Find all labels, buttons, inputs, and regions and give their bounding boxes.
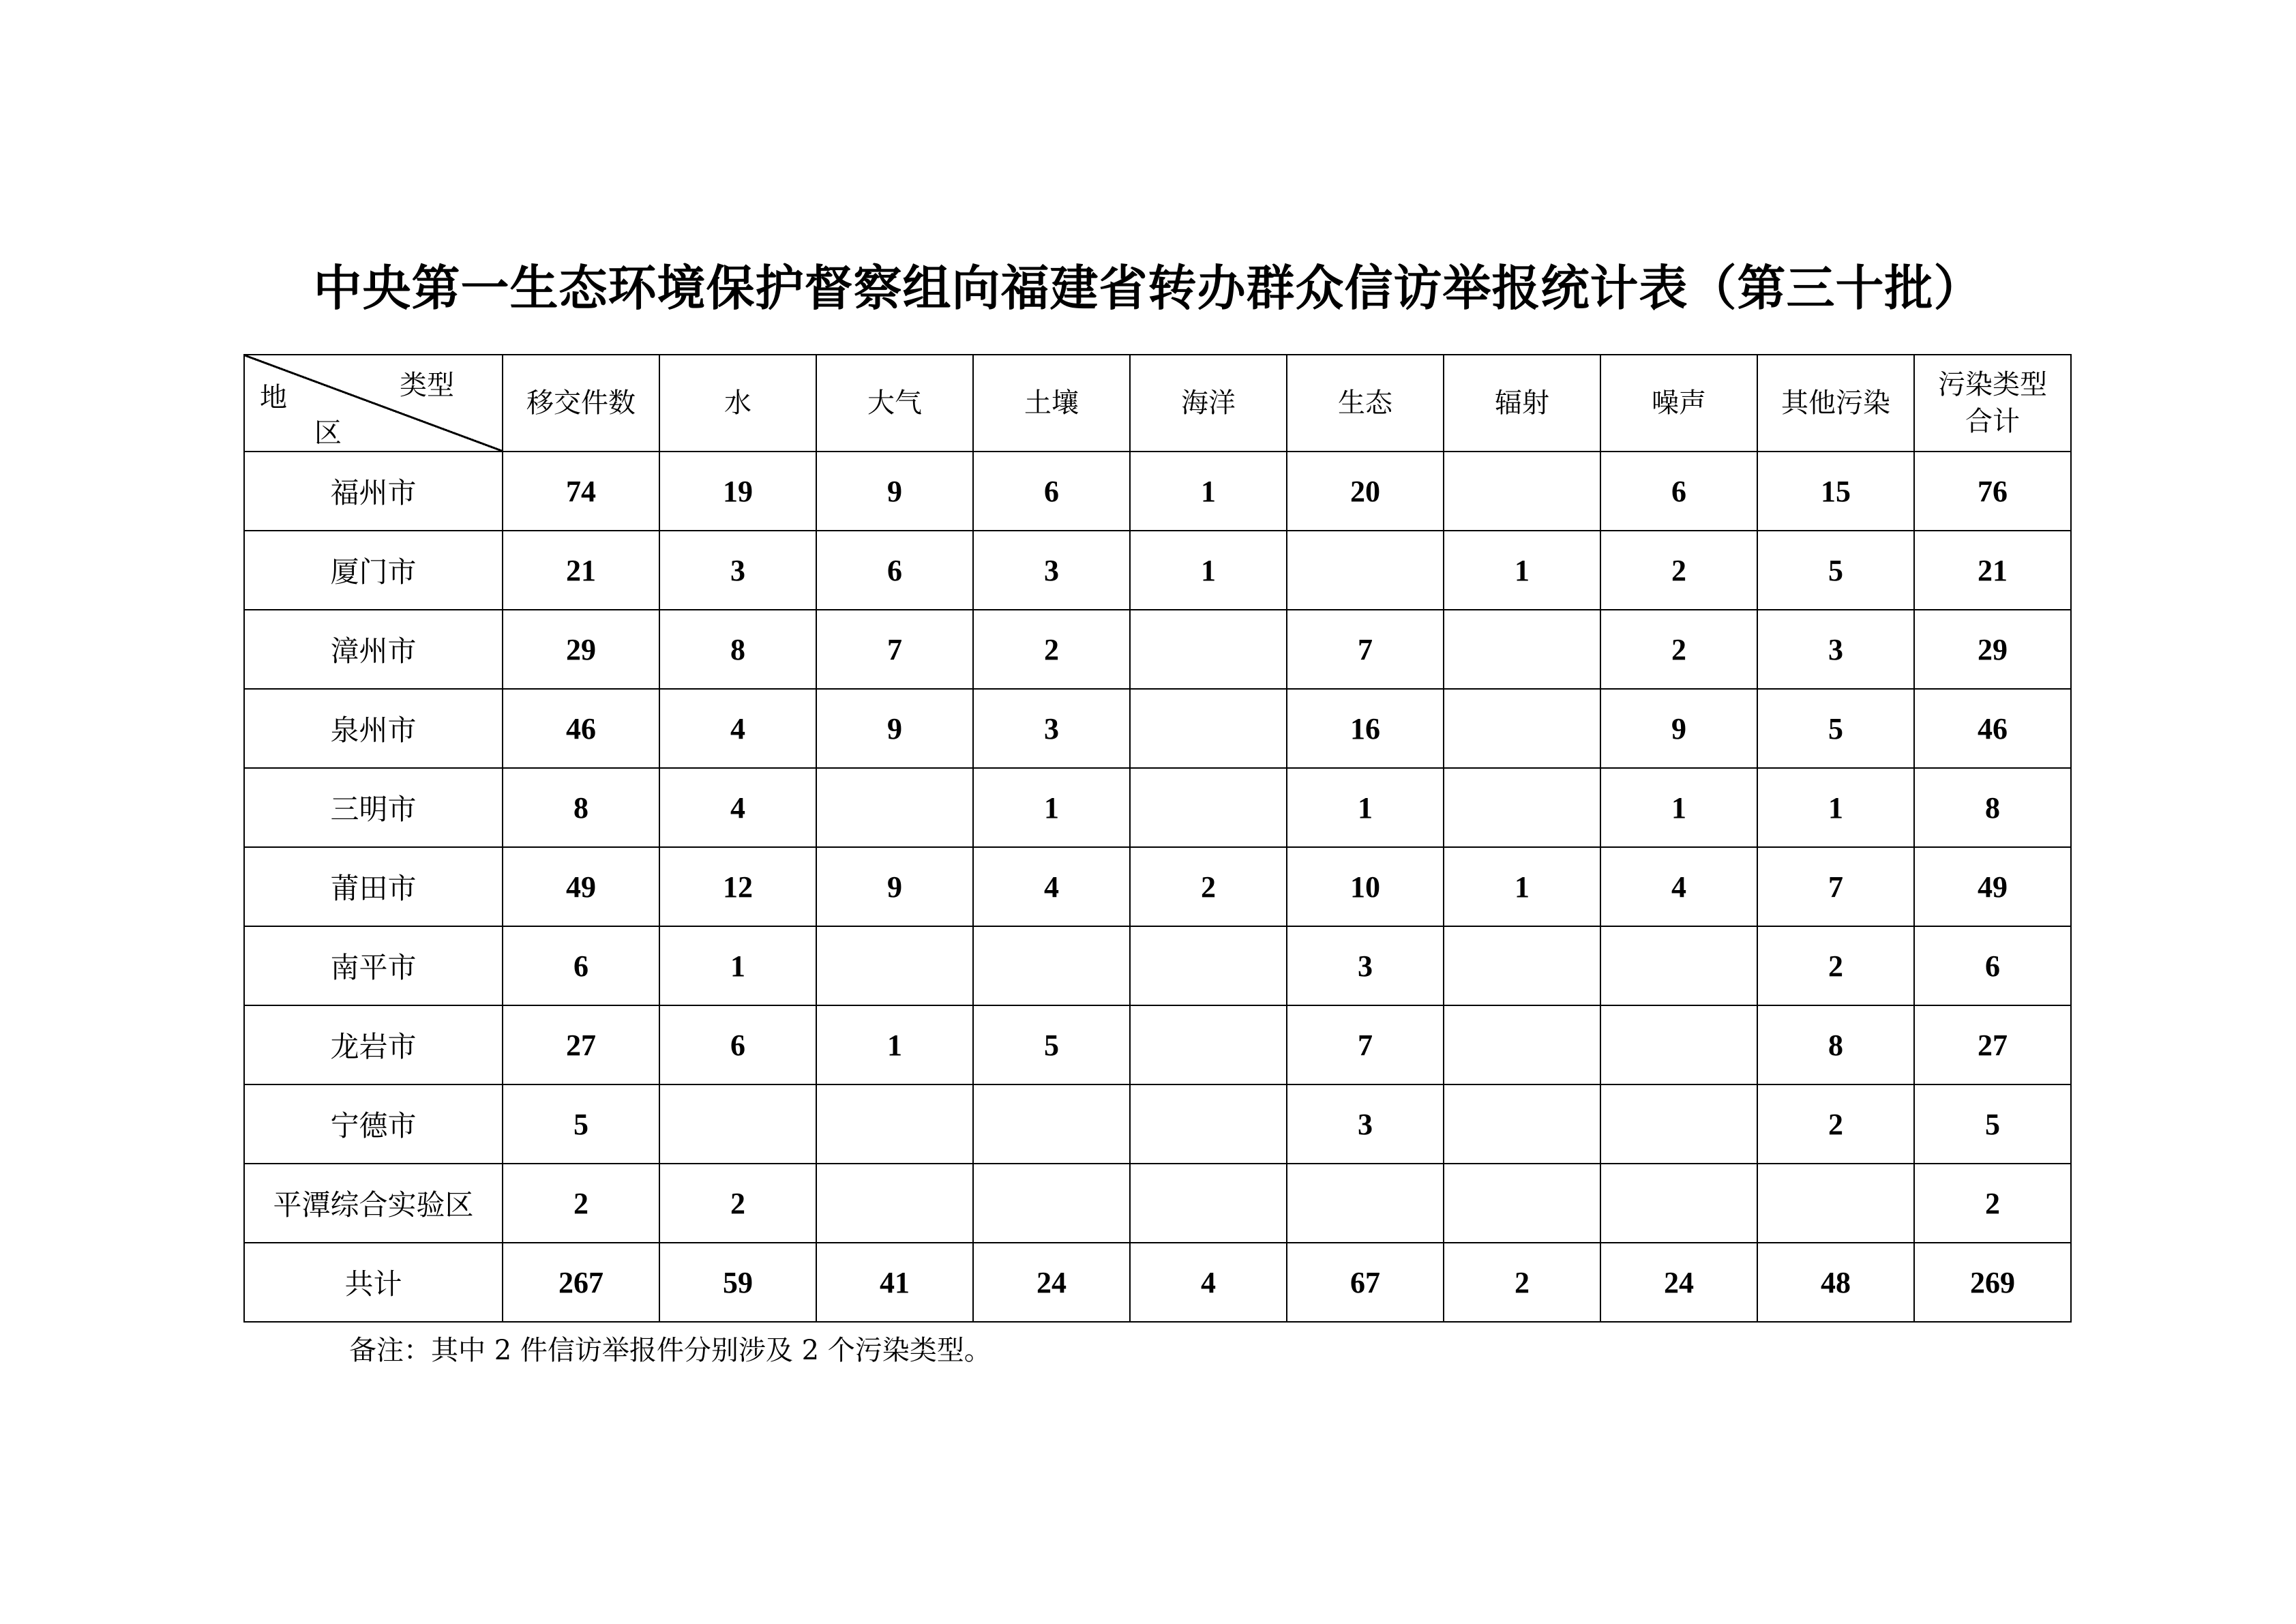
count-cell: 7 xyxy=(816,610,973,689)
count-cell: 6 xyxy=(503,926,659,1005)
count-cell: 9 xyxy=(816,452,973,531)
count-cell: 4 xyxy=(1130,1243,1287,1322)
column-header-label: 水 xyxy=(724,387,751,419)
region-cell: 泉州市 xyxy=(244,689,503,768)
column-header-label: 辐射 xyxy=(1495,387,1549,419)
corner-region-label-2: 区 xyxy=(314,417,342,449)
count-cell: 29 xyxy=(1914,610,2071,689)
footnote: 备注：其中 2 件信访举报件分别涉及 2 个污染类型。 xyxy=(349,1335,992,1366)
table-row xyxy=(244,1005,2071,1084)
count-cell xyxy=(1444,926,1600,1005)
count-cell: 49 xyxy=(503,847,659,926)
count-cell xyxy=(1444,452,1600,531)
count-cell xyxy=(973,1164,1130,1243)
corner-header-cell xyxy=(244,355,503,452)
table-row xyxy=(244,610,2071,689)
table-row xyxy=(244,452,2071,531)
column-header-label: 生态 xyxy=(1338,387,1392,419)
count-cell: 6 xyxy=(816,531,973,610)
count-cell: 7 xyxy=(1757,847,1914,926)
corner-type-label: 类型 xyxy=(400,370,454,401)
count-cell xyxy=(1130,1005,1287,1084)
region-cell: 龙岩市 xyxy=(244,1005,503,1084)
count-cell xyxy=(1130,926,1287,1005)
count-cell: 21 xyxy=(503,531,659,610)
count-cell: 4 xyxy=(973,847,1130,926)
count-cell xyxy=(1444,1005,1600,1084)
count-cell xyxy=(1444,610,1600,689)
table-row xyxy=(244,689,2071,768)
statistics-table xyxy=(243,354,2072,1323)
header-row xyxy=(244,355,2071,452)
table-row xyxy=(244,847,2071,926)
count-cell: 267 xyxy=(503,1243,659,1322)
count-cell: 2 xyxy=(1757,1084,1914,1164)
column-header xyxy=(1130,355,1287,452)
count-cell: 41 xyxy=(816,1243,973,1322)
count-cell: 4 xyxy=(659,768,816,847)
count-cell: 2 xyxy=(503,1164,659,1243)
column-header-label: 大气 xyxy=(867,387,922,419)
column-header xyxy=(659,355,816,452)
count-cell: 3 xyxy=(1757,610,1914,689)
count-cell: 8 xyxy=(503,768,659,847)
column-header xyxy=(1287,355,1444,452)
count-cell: 1 xyxy=(1287,768,1444,847)
table-row xyxy=(244,768,2071,847)
count-cell xyxy=(1600,926,1757,1005)
count-cell xyxy=(816,768,973,847)
count-cell: 5 xyxy=(503,1084,659,1164)
count-cell: 5 xyxy=(1914,1084,2071,1164)
count-cell: 16 xyxy=(1287,689,1444,768)
count-cell: 1 xyxy=(1600,768,1757,847)
count-cell: 74 xyxy=(503,452,659,531)
count-cell xyxy=(1444,1084,1600,1164)
count-cell xyxy=(1130,610,1287,689)
column-header-label: 合计 xyxy=(1965,406,2020,437)
count-cell: 6 xyxy=(973,452,1130,531)
column-header xyxy=(816,355,973,452)
count-cell: 5 xyxy=(973,1005,1130,1084)
count-cell xyxy=(659,1084,816,1164)
table-row xyxy=(244,531,2071,610)
count-cell xyxy=(1287,1164,1444,1243)
column-header-label: 噪声 xyxy=(1652,387,1706,419)
count-cell: 27 xyxy=(503,1005,659,1084)
column-header-label: 其他污染 xyxy=(1781,387,1890,419)
count-cell: 6 xyxy=(1600,452,1757,531)
column-header-label: 污染类型 xyxy=(1938,369,2047,400)
count-cell: 2 xyxy=(1444,1243,1600,1322)
count-cell: 46 xyxy=(1914,689,2071,768)
count-cell: 5 xyxy=(1757,689,1914,768)
total-row xyxy=(244,1243,2071,1322)
count-cell xyxy=(1444,768,1600,847)
count-cell: 4 xyxy=(1600,847,1757,926)
count-cell xyxy=(1444,1164,1600,1243)
column-header-label: 海洋 xyxy=(1181,387,1236,419)
column-header xyxy=(1757,355,1914,452)
document-title: 中央第一生态环境保护督察组向福建省转办群众信访举报统计表（第三十批） xyxy=(313,259,1983,316)
count-cell: 15 xyxy=(1757,452,1914,531)
count-cell: 19 xyxy=(659,452,816,531)
table-body xyxy=(244,452,2071,1322)
count-cell: 9 xyxy=(816,689,973,768)
count-cell xyxy=(1130,1084,1287,1164)
count-cell: 1 xyxy=(1757,768,1914,847)
count-cell: 8 xyxy=(1757,1005,1914,1084)
count-cell xyxy=(1600,1005,1757,1084)
count-cell: 1 xyxy=(816,1005,973,1084)
count-cell: 7 xyxy=(1287,610,1444,689)
region-cell: 厦门市 xyxy=(244,531,503,610)
region-cell: 宁德市 xyxy=(244,1084,503,1164)
count-cell: 2 xyxy=(1757,926,1914,1005)
column-header-label: 土壤 xyxy=(1024,387,1079,419)
count-cell: 21 xyxy=(1914,531,2071,610)
count-cell: 49 xyxy=(1914,847,2071,926)
region-cell: 南平市 xyxy=(244,926,503,1005)
count-cell xyxy=(1757,1164,1914,1243)
count-cell: 8 xyxy=(1914,768,2071,847)
region-cell: 漳州市 xyxy=(244,610,503,689)
column-header-label: 移交件数 xyxy=(526,387,636,419)
count-cell: 48 xyxy=(1757,1243,1914,1322)
count-cell: 1 xyxy=(973,768,1130,847)
count-cell xyxy=(816,1084,973,1164)
count-cell: 20 xyxy=(1287,452,1444,531)
column-header xyxy=(973,355,1130,452)
count-cell: 2 xyxy=(1130,847,1287,926)
count-cell: 2 xyxy=(1600,610,1757,689)
count-cell: 76 xyxy=(1914,452,2071,531)
count-cell: 6 xyxy=(659,1005,816,1084)
table-row xyxy=(244,926,2071,1005)
count-cell: 1 xyxy=(659,926,816,1005)
count-cell: 3 xyxy=(973,689,1130,768)
table-row xyxy=(244,1084,2071,1164)
count-cell: 59 xyxy=(659,1243,816,1322)
count-cell xyxy=(1130,689,1287,768)
count-cell xyxy=(1130,768,1287,847)
column-header xyxy=(1914,355,2071,452)
count-cell xyxy=(816,926,973,1005)
count-cell: 7 xyxy=(1287,1005,1444,1084)
count-cell: 46 xyxy=(503,689,659,768)
count-cell xyxy=(973,1084,1130,1164)
count-cell xyxy=(973,926,1130,1005)
count-cell xyxy=(1287,531,1444,610)
region-cell: 福州市 xyxy=(244,452,503,531)
count-cell: 10 xyxy=(1287,847,1444,926)
count-cell: 9 xyxy=(816,847,973,926)
count-cell: 269 xyxy=(1914,1243,2071,1322)
count-cell: 2 xyxy=(973,610,1130,689)
count-cell: 67 xyxy=(1287,1243,1444,1322)
region-cell: 平潭综合实验区 xyxy=(244,1164,503,1243)
count-cell: 1 xyxy=(1130,452,1287,531)
count-cell: 3 xyxy=(1287,1084,1444,1164)
table-row xyxy=(244,1164,2071,1243)
region-cell: 共计 xyxy=(244,1243,503,1322)
count-cell: 12 xyxy=(659,847,816,926)
count-cell xyxy=(1600,1164,1757,1243)
count-cell: 1 xyxy=(1444,847,1600,926)
count-cell xyxy=(1600,1084,1757,1164)
count-cell: 27 xyxy=(1914,1005,2071,1084)
count-cell: 6 xyxy=(1914,926,2071,1005)
column-header xyxy=(1444,355,1600,452)
count-cell: 4 xyxy=(659,689,816,768)
count-cell: 2 xyxy=(1600,531,1757,610)
count-cell: 1 xyxy=(1130,531,1287,610)
column-header xyxy=(503,355,659,452)
region-cell: 莆田市 xyxy=(244,847,503,926)
count-cell: 9 xyxy=(1600,689,1757,768)
count-cell: 24 xyxy=(973,1243,1130,1322)
region-cell: 三明市 xyxy=(244,768,503,847)
count-cell xyxy=(1130,1164,1287,1243)
count-cell: 2 xyxy=(659,1164,816,1243)
count-cell: 3 xyxy=(659,531,816,610)
count-cell: 29 xyxy=(503,610,659,689)
column-header xyxy=(1600,355,1757,452)
count-cell: 2 xyxy=(1914,1164,2071,1243)
count-cell xyxy=(816,1164,973,1243)
count-cell: 3 xyxy=(973,531,1130,610)
count-cell: 8 xyxy=(659,610,816,689)
count-cell: 3 xyxy=(1287,926,1444,1005)
corner-region-label-1: 地 xyxy=(260,382,287,413)
count-cell: 5 xyxy=(1757,531,1914,610)
count-cell xyxy=(1444,689,1600,768)
count-cell: 24 xyxy=(1600,1243,1757,1322)
count-cell: 1 xyxy=(1444,531,1600,610)
